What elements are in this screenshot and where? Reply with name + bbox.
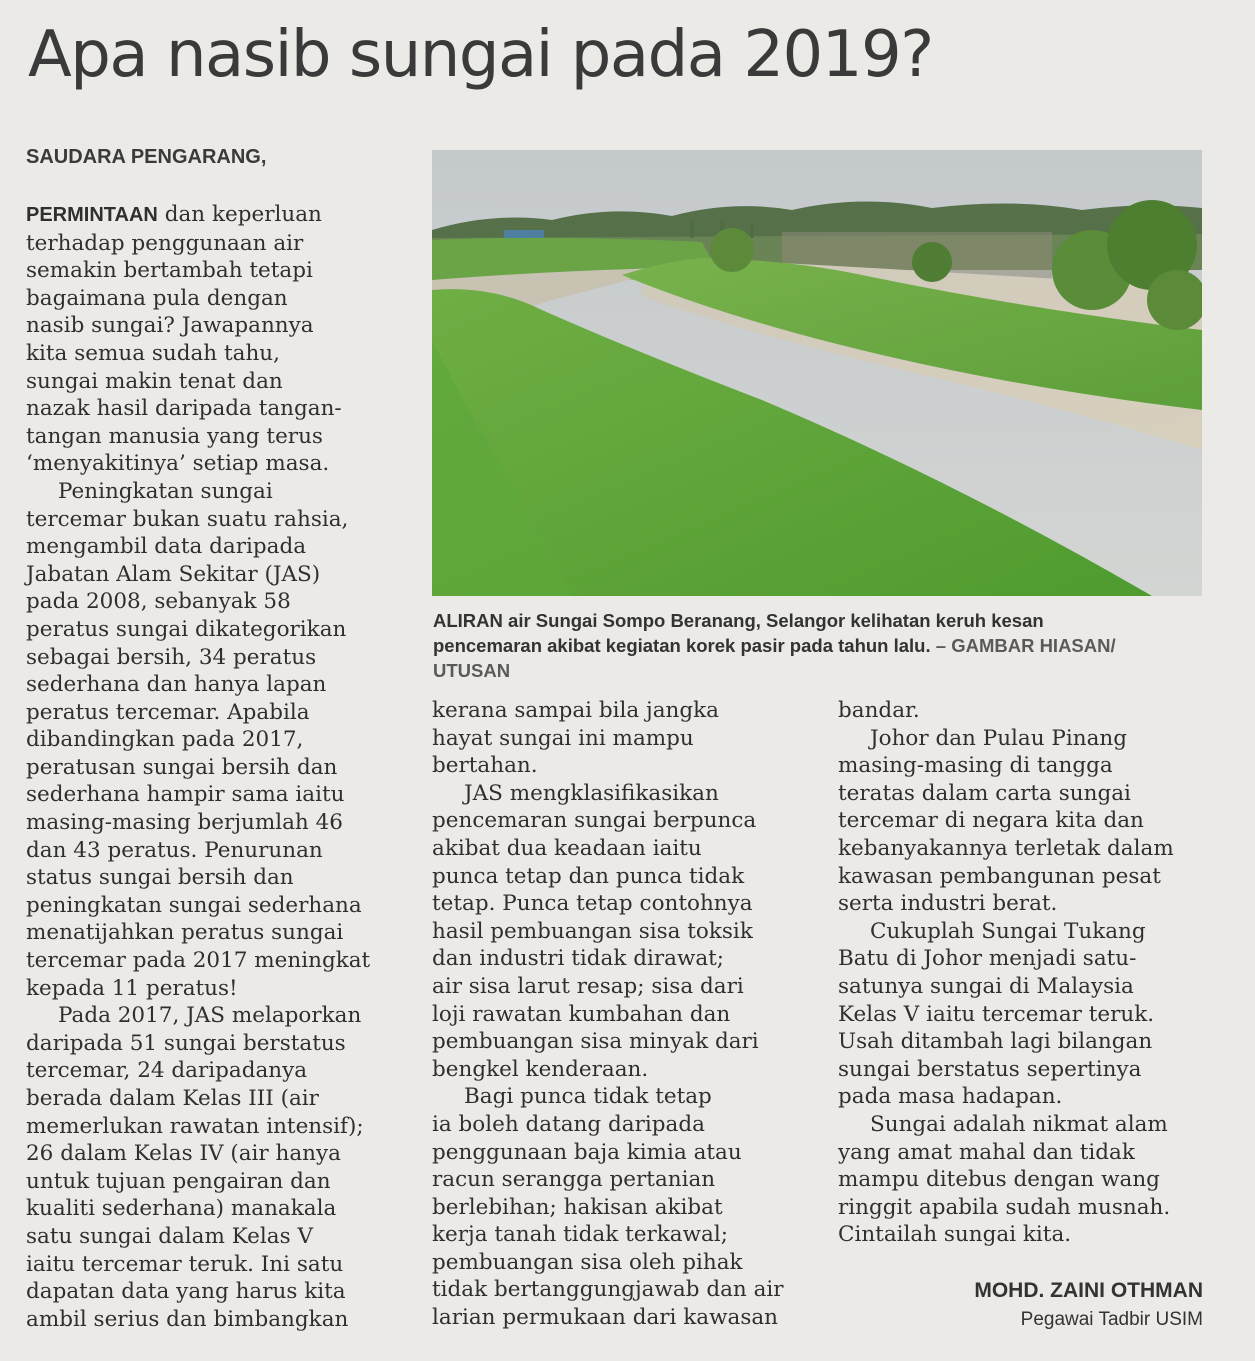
text-line: dan industri tidak dirawat; [432, 946, 725, 972]
text-line: serta industri berat. [838, 891, 1058, 917]
text-line: semakin bertambah tetapi [26, 258, 313, 284]
text-line: mampu ditebus dengan wang [838, 1167, 1160, 1193]
text-line: Sungai adalah nikmat alam [870, 1111, 1168, 1137]
text-line: sederhana hampir sama iaitu [26, 782, 345, 808]
article-column-2 [432, 697, 812, 1332]
text-line: tidak bertanggungjawab dan air [432, 1277, 784, 1303]
text-line: menatijahkan peratus sungai [26, 920, 344, 946]
text-line: Batu di Johor menjadi satu- [838, 946, 1137, 972]
text-line: ambil serius dan bimbangkan [26, 1306, 349, 1332]
lead-word: PERMINTAAN [26, 204, 158, 226]
text-line: tercemar pada 2017 meningkat [26, 948, 371, 974]
text-line: pembuangan sisa oleh pihak [432, 1249, 743, 1275]
text-line: tercemar, 24 daripadanya [26, 1058, 308, 1084]
text-line: masing-masing di tangga [838, 753, 1113, 779]
text-line: sungai makin tenat dan [26, 368, 283, 394]
river-photo [432, 150, 1202, 596]
text-line: punca tetap dan punca tidak [432, 863, 745, 889]
text-line: penggunaan baja kimia atau [432, 1139, 742, 1165]
text-line: terhadap penggunaan air [26, 230, 304, 256]
text-line: tetap. Punca tetap contohnya [432, 891, 753, 917]
text-line: hayat sungai ini mampu [432, 725, 694, 751]
text-line: racun serangga pertanian [432, 1167, 716, 1193]
text-line: peratus tercemar. Apabila [26, 699, 310, 725]
text-line: Jabatan Alam Sekitar (JAS) [26, 561, 321, 587]
text-line: mengambil data daripada [26, 534, 307, 560]
text-line: Johor dan Pulau Pinang [870, 725, 1128, 751]
text-line: air sisa larut resap; sisa dari [432, 973, 744, 999]
text-line: ringgit apabila sudah musnah. [838, 1194, 1171, 1220]
text-line: dan 43 peratus. Penurunan [26, 837, 323, 863]
text-line: 26 dalam Kelas IV (air hanya [26, 1141, 341, 1167]
caption-lead: ALIRAN [433, 610, 503, 631]
text-line: Cintailah sungai kita. [838, 1222, 1072, 1248]
text-line: nazak hasil daripada tangan- [26, 396, 342, 422]
text-line: bertahan. [432, 753, 538, 779]
text-line: berlebihan; hakisan akibat [432, 1194, 723, 1220]
text-line: kualiti sederhana) manakala [26, 1196, 337, 1222]
text-line: ‘menyakitinya’ setiap masa. [26, 451, 330, 477]
author-name: MOHD. ZAINI OTHMAN [974, 1279, 1203, 1302]
text-line: Cukuplah Sungai Tukang [870, 918, 1146, 944]
text-line: tangan manusia yang terus [26, 423, 323, 449]
text-line: bagaimana pula dengan [26, 285, 288, 311]
text-line: tercemar bukan suatu rahsia, [26, 506, 349, 532]
text-line: teratas dalam carta sungai [838, 780, 1131, 806]
text-line: bengkel kenderaan. [432, 1056, 649, 1082]
text-line: dibandingkan pada 2017, [26, 727, 304, 753]
text-line: Pada 2017, JAS melaporkan [58, 1003, 362, 1029]
text-line: Kelas V iaitu tercemar teruk. [838, 1001, 1155, 1027]
text-line: daripada 51 sungai berstatus [26, 1030, 346, 1056]
text-line: Bagi punca tidak tetap [464, 1084, 712, 1110]
text-line: ia boleh datang daripada [432, 1111, 705, 1137]
photo-credit: – GAMBAR HIASAN/ [935, 635, 1116, 656]
text-line: pencemaran sungai berpunca [432, 808, 757, 834]
text-line: satunya sungai di Malaysia [838, 973, 1134, 999]
text-line: yang amat mahal dan tidak [838, 1139, 1135, 1165]
salutation: SAUDARA PENGARANG, [26, 146, 267, 168]
river-photo-illustration [432, 150, 1202, 596]
article-column-3 [838, 697, 1218, 1249]
text-line: pada masa hadapan. [838, 1084, 1063, 1110]
caption-text: air Sungai Sompo Beranang, Selangor kelihatan keruh kesan [502, 610, 1044, 631]
text-line: pada 2008, sebanyak 58 [26, 589, 291, 615]
text-line: larian permukaan dari kawasan [432, 1305, 779, 1331]
text-line: kerana sampai bila jangka [432, 698, 719, 723]
text-line: kepada 11 peratus! [26, 975, 238, 1001]
text-line: masing-masing berjumlah 46 [26, 810, 343, 836]
text-line: dan keperluan [157, 202, 322, 227]
photo-caption [433, 608, 1213, 683]
article-column-1 [26, 201, 406, 1333]
text-line: Peningkatan sungai [58, 478, 273, 504]
text-line: iaitu tercemar teruk. Ini satu [26, 1251, 344, 1277]
text-line: peningkatan sungai sederhana [26, 892, 362, 918]
photo-credit: UTUSAN [433, 660, 511, 681]
text-line: peratusan sungai bersih dan [26, 754, 338, 780]
text-line: kebanyakannya terletak dalam [838, 835, 1174, 861]
text-line: dapatan data yang harus kita [26, 1279, 346, 1305]
text-line: akibat dua keadaan iaitu [432, 835, 702, 861]
text-line: status sungai bersih dan [26, 865, 294, 891]
text-line: kawasan pembangunan pesat [838, 863, 1161, 889]
text-line: tercemar di negara kita dan [838, 808, 1144, 834]
text-line: satu sungai dalam Kelas V [26, 1223, 313, 1249]
text-line: Usah ditambah lagi bilangan [838, 1029, 1153, 1055]
text-line: JAS mengklasifikasikan [464, 780, 719, 806]
caption-text: pencemaran akibat kegiatan korek pasir pada tahun lalu. [433, 635, 936, 656]
text-line: sederhana dan hanya lapan [26, 672, 327, 698]
text-line: loji rawatan kumbahan dan [432, 1001, 731, 1027]
text-line: pembuangan sisa minyak dari [432, 1029, 759, 1055]
text-line: hasil pembuangan sisa toksik [432, 918, 753, 944]
text-line: memerlukan rawatan intensif); [26, 1113, 364, 1139]
text-line: nasib sungai? Jawapannya [26, 313, 314, 339]
author-role: Pegawai Tadbir USIM [1020, 1309, 1203, 1330]
headline: Apa nasib sungai pada 2019? [28, 18, 933, 92]
text-line: sebagai bersih, 34 peratus [26, 644, 317, 670]
text-line: kerja tanah tidak terkawal; [432, 1222, 728, 1248]
text-line: untuk tujuan pengairan dan [26, 1168, 331, 1194]
text-line: sungai berstatus sepertinya [838, 1056, 1142, 1082]
text-line: kita semua sudah tahu, [26, 340, 280, 366]
text-line: bandar. [838, 698, 920, 723]
text-line: berada dalam Kelas III (air [26, 1086, 319, 1111]
text-line: peratus sungai dikategorikan [26, 616, 347, 642]
